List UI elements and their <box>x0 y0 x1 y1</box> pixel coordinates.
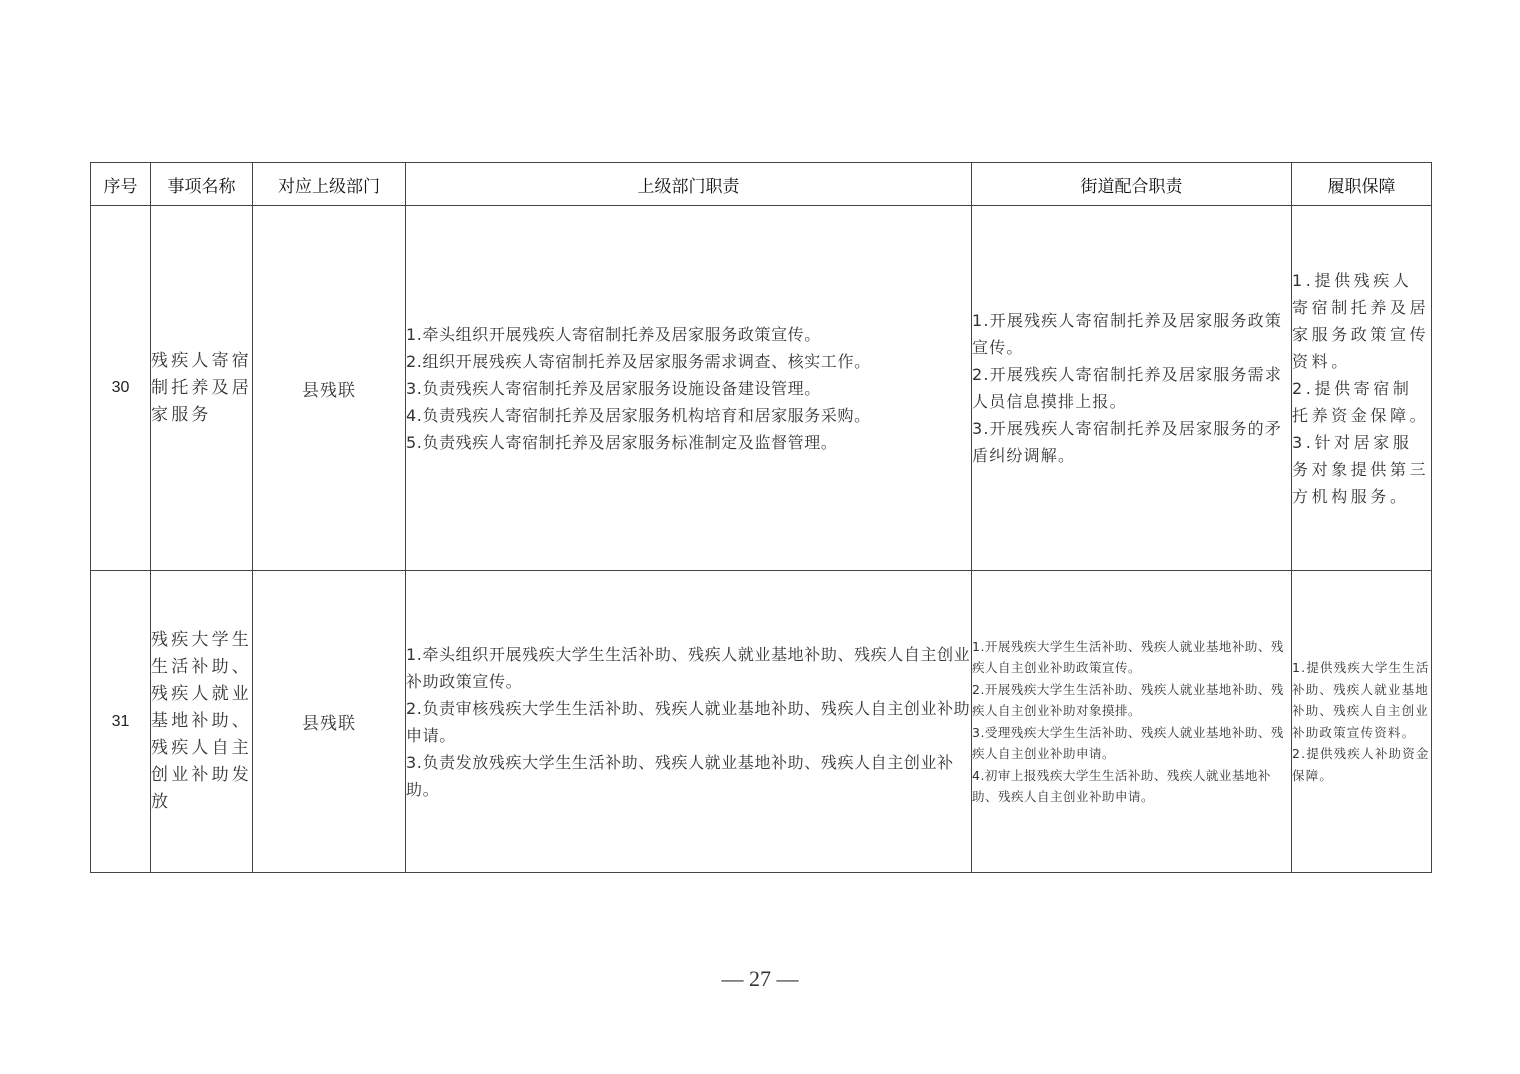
row-street-duties <box>972 571 1292 873</box>
row-guarantees <box>1292 571 1432 873</box>
street-duty-item: 2.开展残疾大学生生活补助、残疾人就业基地补助、残疾人自主创业补助对象摸排。 <box>972 681 1284 718</box>
row-upper-duties <box>406 206 972 571</box>
upper-duty-item: 2.组织开展残疾人寄宿制托养及居家服务需求调查、核实工作。 <box>406 351 871 371</box>
street-duty-item: 2.开展残疾人寄宿制托养及居家服务需求人员信息摸排上报。 <box>972 365 1283 411</box>
upper-duty-item: 1.牵头组织开展残疾大学生生活补助、残疾人就业基地补助、残疾人自主创业补助政策宣传。 <box>406 644 971 691</box>
row-item-name: 残疾人寄宿制托养及居家服务 <box>151 206 253 571</box>
guarantee-item: 3.针对居家服务对象提供第三方机构服务。 <box>1292 432 1430 506</box>
table-header-row <box>91 163 1432 206</box>
row-street-duties <box>972 206 1292 571</box>
guarantee-item: 1.提供残疾人寄宿制托养及居家服务政策宣传资料。 <box>1292 270 1430 371</box>
header-upper-duties: 上级部门职责 <box>406 163 972 206</box>
guarantee-item: 2.提供寄宿制托养资金保障。 <box>1292 378 1430 425</box>
row-seq: 30 <box>91 206 151 571</box>
row-seq: 31 <box>91 571 151 873</box>
duty-table <box>90 162 1432 873</box>
upper-duty-item: 1.牵头组织开展残疾人寄宿制托养及居家服务政策宣传。 <box>406 324 821 344</box>
row-upper-dept: 县残联 <box>253 571 406 873</box>
header-item-name: 事项名称 <box>151 163 253 206</box>
upper-duty-item: 3.负责残疾人寄宿制托养及居家服务设施设备建设管理。 <box>406 378 821 398</box>
upper-duty-item: 5.负责残疾人寄宿制托养及居家服务标准制定及监督管理。 <box>406 432 838 452</box>
upper-duty-item: 2.负责审核残疾大学生生活补助、残疾人就业基地补助、残疾人自主创业补助申请。 <box>406 698 971 745</box>
guarantee-item: 1.提供残疾大学生生活补助、残疾人就业基地补助、残疾人自主创业补助政策宣传资料。 <box>1292 660 1430 740</box>
table-row <box>91 571 1432 873</box>
street-duty-item: 1.开展残疾大学生生活补助、残疾人就业基地补助、残疾人自主创业补助政策宣传。 <box>972 638 1284 675</box>
street-duty-item: 4.初审上报残疾大学生生活补助、残疾人就业基地补助、残疾人自主创业补助申请。 <box>972 767 1271 804</box>
upper-duty-item: 4.负责残疾人寄宿制托养及居家服务机构培育和居家服务采购。 <box>406 405 871 425</box>
header-guarantee: 履职保障 <box>1292 163 1432 206</box>
street-duty-item: 1.开展残疾人寄宿制托养及居家服务政策宣传。 <box>972 311 1283 357</box>
upper-duty-item: 3.负责发放残疾大学生生活补助、残疾人就业基地补助、残疾人自主创业补助。 <box>406 752 954 799</box>
table-row <box>91 206 1432 571</box>
row-guarantees <box>1292 206 1432 571</box>
row-upper-duties <box>406 571 972 873</box>
row-upper-dept: 县残联 <box>253 206 406 571</box>
street-duty-item: 3.受理残疾大学生生活补助、残疾人就业基地补助、残疾人自主创业补助申请。 <box>972 724 1284 761</box>
street-duty-item: 3.开展残疾人寄宿制托养及居家服务的矛盾纠纷调解。 <box>972 419 1283 465</box>
header-street-duties: 街道配合职责 <box>972 163 1292 206</box>
guarantee-item: 2.提供残疾人补助资金保障。 <box>1292 746 1430 783</box>
header-upper-dept: 对应上级部门 <box>253 163 406 206</box>
row-item-name: 残疾大学生生活补助、残疾人就业基地补助、残疾人自主创业补助发放 <box>151 571 253 873</box>
page-number: — 27 — <box>721 966 799 991</box>
header-seq: 序号 <box>91 163 151 206</box>
